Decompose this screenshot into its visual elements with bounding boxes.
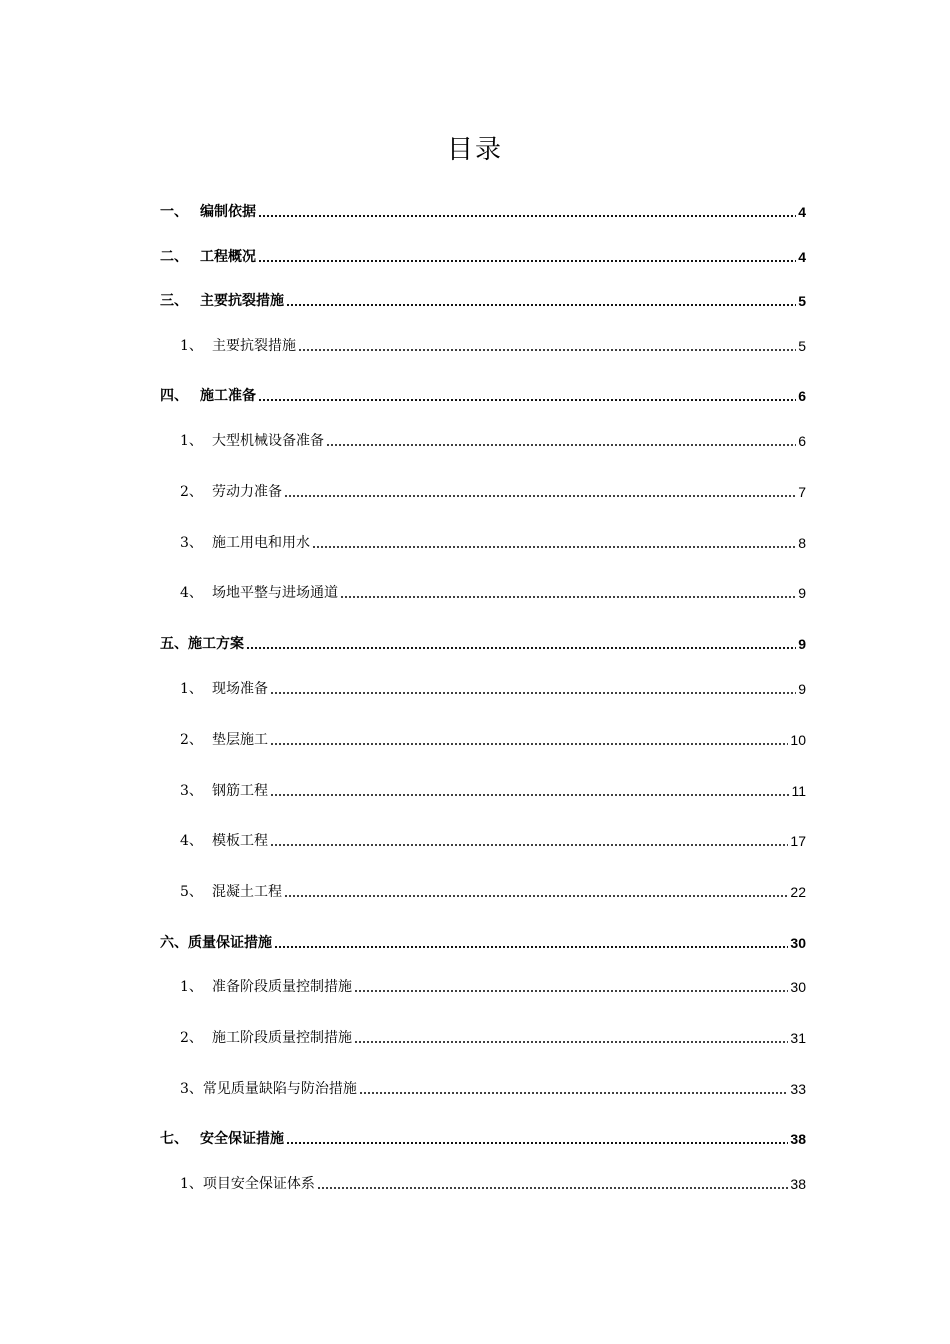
toc-dot-leader (270, 794, 789, 796)
toc-entry-subsection[interactable] (160, 480, 806, 502)
toc-entry-title: 大型机械设备准备 (212, 433, 324, 449)
toc-entry-number: 4、 (180, 833, 203, 849)
toc-entry-subsection[interactable] (160, 975, 806, 997)
toc-entry-number: 四、 (160, 388, 188, 404)
toc-entry-subsection[interactable] (160, 581, 806, 603)
toc-entry-title: 质量保证措施 (188, 935, 272, 951)
toc-entry-page-number: 9 (798, 681, 806, 697)
toc-entry-number: 5、 (180, 884, 203, 900)
toc-entry-number: 3、 (180, 783, 203, 799)
toc-entry-section[interactable] (160, 384, 806, 406)
toc-entry-page-number: 6 (798, 388, 806, 404)
toc-entry-number: 1、 (180, 681, 203, 697)
toc-entry-title: 垫层施工 (212, 732, 268, 748)
toc-entry-subsection[interactable] (160, 1172, 806, 1194)
toc-entry-number: 二、 (160, 249, 188, 265)
toc-entry-section[interactable] (160, 931, 806, 953)
toc-entry-number: 1、 (180, 433, 203, 449)
toc-entry-title: 主要抗裂措施 (212, 338, 296, 354)
toc-entry-page-number: 4 (798, 204, 806, 220)
toc-entry-title: 安全保证措施 (200, 1131, 284, 1147)
toc-dot-leader (284, 495, 796, 497)
toc-entry-page-number: 6 (798, 433, 806, 449)
toc-dot-leader (258, 260, 796, 262)
toc-entry-subsection[interactable] (160, 1077, 806, 1099)
toc-entry-page-number: 31 (790, 1030, 806, 1046)
toc-entry-page-number: 22 (790, 884, 806, 900)
toc-entry-page-number: 10 (790, 732, 806, 748)
toc-entry-title: 常见质量缺陷与防治措施 (202, 1081, 357, 1097)
toc-dot-leader (270, 743, 788, 745)
toc-entry-page-number: 7 (798, 484, 806, 500)
toc-entry-number: 1、 (180, 338, 203, 354)
toc-dot-leader (340, 596, 796, 598)
toc-entry-title: 施工用电和用水 (212, 535, 310, 551)
toc-dot-leader (284, 895, 788, 897)
toc-entry-page-number: 17 (790, 833, 806, 849)
toc-dot-leader (354, 990, 788, 992)
toc-entry-number: 4、 (180, 585, 203, 601)
toc-dot-leader (359, 1092, 789, 1094)
toc-entry-title: 项目安全保证体系 (202, 1176, 315, 1192)
toc-entry-page-number: 30 (790, 935, 806, 951)
toc-dot-leader (317, 1187, 789, 1189)
toc-entry-number: 1、 (180, 979, 203, 995)
toc-entry-number: 3、 (180, 1081, 203, 1097)
toc-entry-section[interactable] (160, 200, 806, 222)
toc-dot-leader (270, 844, 788, 846)
toc-dot-leader (286, 1142, 788, 1144)
toc-entry-title: 施工准备 (200, 388, 256, 404)
toc-entry-section[interactable] (160, 632, 806, 654)
toc-entry-number: 2、 (180, 1030, 203, 1046)
toc-entry-subsection[interactable] (160, 829, 806, 851)
toc-dot-leader (298, 349, 796, 351)
toc-dot-leader (312, 546, 796, 548)
toc-entry-title: 施工阶段质量控制措施 (212, 1030, 352, 1046)
toc-entry-page-number: 38 (790, 1131, 806, 1147)
toc-dot-leader (326, 444, 796, 446)
toc-entry-title: 混凝土工程 (212, 884, 282, 900)
toc-entry-page-number: 33 (790, 1081, 806, 1097)
toc-entry-page-number: 9 (798, 585, 806, 601)
toc-entry-subsection[interactable] (160, 779, 806, 801)
toc-dot-leader (246, 647, 796, 649)
toc-entry-title: 主要抗裂措施 (200, 293, 284, 309)
toc-entry-subsection[interactable] (160, 1026, 806, 1048)
toc-entry-title: 现场准备 (212, 681, 268, 697)
toc-entry-page-number: 38 (790, 1176, 806, 1192)
toc-entry-subsection[interactable] (160, 429, 806, 451)
toc-dot-leader (270, 692, 796, 694)
toc-dot-leader (354, 1041, 788, 1043)
toc-entry-section[interactable] (160, 289, 806, 311)
toc-entry-page-number: 5 (798, 293, 806, 309)
toc-entry-number: 2、 (180, 484, 203, 500)
toc-entry-number: 1、 (180, 1176, 203, 1192)
toc-dot-leader (274, 946, 788, 948)
toc-dot-leader (258, 399, 796, 401)
toc-entry-subsection[interactable] (160, 334, 806, 356)
toc-entry-number: 3、 (180, 535, 203, 551)
toc-entry-title: 准备阶段质量控制措施 (212, 979, 352, 995)
toc-entry-subsection[interactable] (160, 880, 806, 902)
toc-entry-page-number: 8 (798, 535, 806, 551)
toc-entry-title: 劳动力准备 (212, 484, 282, 500)
toc-entry-page-number: 5 (798, 338, 806, 354)
toc-entry-section[interactable] (160, 1127, 806, 1149)
toc-entry-title: 模板工程 (212, 833, 268, 849)
toc-entry-number: 五、 (160, 636, 188, 652)
toc-entry-number: 七、 (160, 1131, 188, 1147)
toc-entry-subsection[interactable] (160, 728, 806, 750)
toc-entry-title: 施工方案 (188, 636, 244, 652)
toc-entry-subsection[interactable] (160, 531, 806, 553)
toc-entry-page-number: 9 (798, 636, 806, 652)
toc-entry-page-number: 30 (790, 979, 806, 995)
page-title: 目录 (446, 135, 503, 165)
toc-entry-title: 钢筋工程 (212, 783, 268, 799)
toc-entry-page-number: 11 (791, 783, 806, 799)
toc-dot-leader (286, 304, 796, 306)
toc-entry-page-number: 4 (798, 249, 806, 265)
toc-entry-title: 场地平整与进场通道 (212, 585, 338, 601)
toc-entry-subsection[interactable] (160, 677, 806, 699)
toc-entry-section[interactable] (160, 245, 806, 267)
toc-dot-leader (258, 215, 796, 217)
toc-entry-number: 2、 (180, 732, 203, 748)
toc-entry-title: 编制依据 (200, 204, 256, 220)
toc-entry-number: 六、 (160, 935, 188, 951)
toc-entry-number: 三、 (160, 293, 188, 309)
toc-entry-number: 一、 (160, 204, 188, 220)
toc-entry-title: 工程概况 (200, 249, 256, 265)
